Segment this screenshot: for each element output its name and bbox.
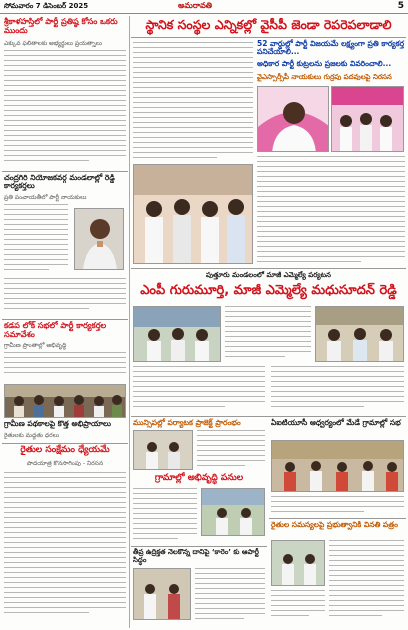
divider [131,416,406,417]
story2-body [4,204,68,276]
divider [2,443,128,444]
story4-headline: గ్రామీణ పథకాలపై కొత్త అభిప్రాయాలు [4,419,111,428]
main-story-body-cont [257,156,405,264]
issue-date: సోమవారం 7 డిసెంబర్ 2025 [4,2,89,10]
story3-crowd-photo [4,384,126,418]
main-headline: స్థానిక సంస్థల ఎన్నికల్లో వైసీపీ జెండా రెపరెపలాడాలి [145,17,392,32]
story-e-body [329,540,404,624]
story3-body [4,352,126,382]
story-b-body [133,488,197,544]
story-b-photo [201,488,265,536]
story-e-headline: రైతుల సమస్యలపై ప్రభుత్వానికి వినతి పత్రం [271,520,398,529]
divider [2,319,128,320]
divider [2,171,128,172]
deck-line-1: 52 వార్డుల్లో పార్టీ విజయమే లక్ష్యంగా ప్రతి కార్యకర్త పనిచేయాలి... [257,39,405,57]
story-d-headline: ఏఐటియూసీ ఆధ్వర్యంలో మేడే గ్రామాల్లో సభ [271,418,401,427]
story-c-photo [133,568,191,620]
event-stage-photo [331,86,404,152]
story2-body-cont [4,278,126,318]
divider [131,268,406,269]
story-a-photo [133,430,193,470]
story-e-photo [271,540,325,586]
deck-line-2: అధికార పార్టీ కుట్రలను ప్రజలకు వివరించాలి... [257,59,392,68]
story-d-body [271,496,404,516]
story-c-headline: తీవ్ర ఉద్రిక్తత నెలకొన్న దానిపై ‘కారెం’ కు ఆపార్టీ సిద్ధం [133,548,259,564]
feature-body [225,306,311,362]
column-divider [129,16,130,628]
story-c-body [195,568,265,624]
story3-subhead: గ్రామీణ ప్రాంతాల్లో అభివృద్ధి [4,342,67,349]
story3-headline: కడప లోక్ సభలో పార్టీ కార్యకర్తల సమావేశం [4,321,107,339]
story-b-headline: గ్రామాల్లో అభివృద్ధి పనుల [154,473,244,483]
main-story-body [133,42,253,160]
story5-headline: రైతుల సంక్షేమం ధ్యేయమే [20,445,110,455]
left-column [2,16,128,628]
story2-subhead: ప్రతి పంచాయతీలో పార్టీ నాయకులు [4,194,87,201]
meeting-group-photo [133,164,253,264]
story2-headline: చంద్రగిరి నియోజకవర్గ మండలాల్లో రెడ్డి కార్యకర్తలు [4,173,115,191]
feature-headline: ఎంపీ గురుమూర్తి, మాజీ ఎమ్మెల్యే మధుసూదన్ రెడ్డి [140,283,397,298]
feature-body-cont-2 [271,366,404,414]
story-e-body-left [271,590,325,624]
right-column [131,16,406,628]
divider [131,546,267,547]
feature-photo-left [133,306,221,362]
story1-headline: శ్రీకాళహస్తిలో పార్టీ ప్రతిష్ఠ కోసం ఒకరు ముందు [4,17,118,35]
feature-kicker: పుత్తూరు మండలంలో మాజీ ఎమ్మెల్యే పర్యటన [206,271,331,279]
feature-body-cont [133,366,265,414]
story-a-body [197,430,265,470]
page-header [0,0,408,14]
main-portrait-photo [257,86,329,152]
story1-body [4,50,126,170]
divider [131,37,406,38]
story2-portrait-photo [74,208,124,270]
divider [269,518,406,519]
story-d-photo [271,440,404,492]
feature-photo-right [315,306,404,362]
story5-body [4,472,126,622]
story1-subhead: ఎక్కువ ఫలితాలకు అభ్యర్థులు ప్రయత్నాలు [4,40,102,47]
story5-subhead: పాదయాత్ర కొనసాగింపు - నిరసన [26,460,104,467]
page-number: 5 [397,1,404,11]
masthead-brand: అమరావతి [178,1,213,10]
deck-line-3: వైఎస్సార్సీపీ నాయకులు గుర్రపు పదవులపై నిరసన [257,73,392,81]
story4-subhead: రైతులకు మద్దతు ధరలు [4,432,60,439]
story-a-headline: మున్సిపల్లో పర్యాటక ప్రాజెక్ట్ ప్రారంభం [133,418,241,427]
